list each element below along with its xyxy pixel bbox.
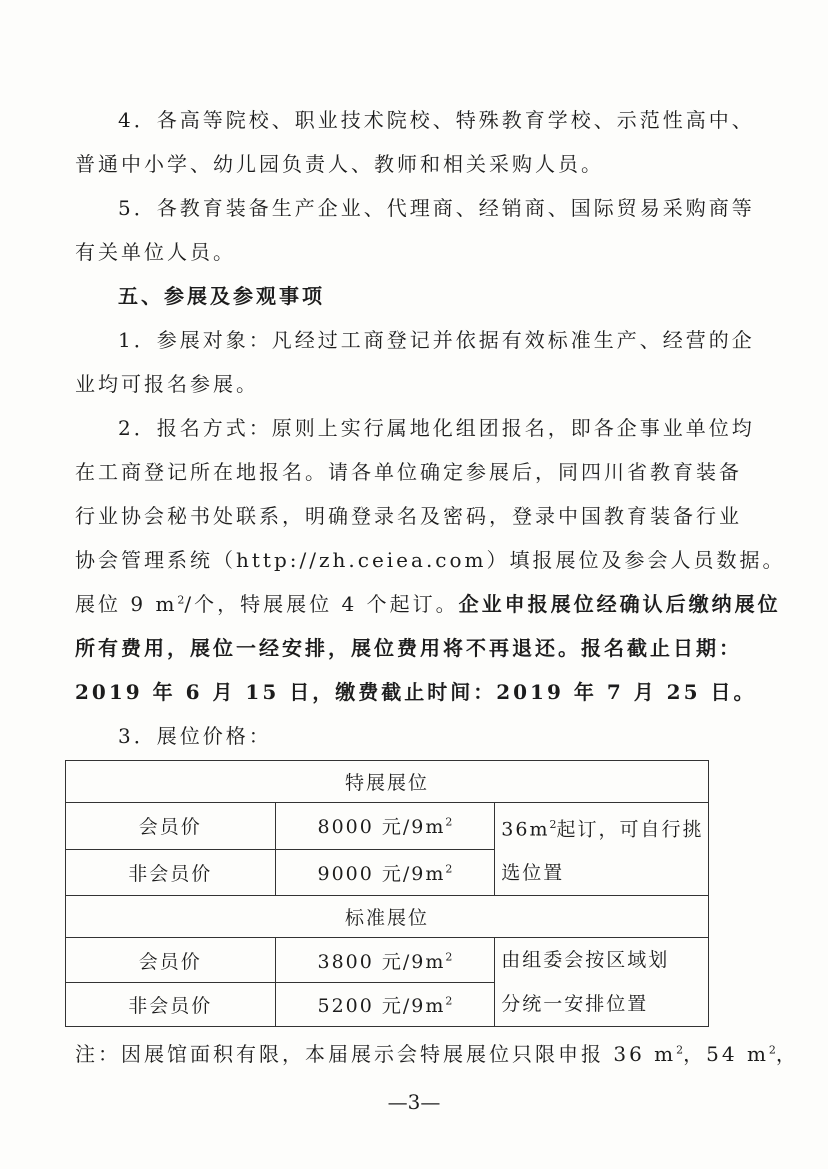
standard-booth-title: 标准展位 <box>66 896 709 938</box>
bold-line: 2019 年 6 月 15 日，缴费截止时间：2019 年 7 月 25 日。 <box>75 680 757 704</box>
special-booth-title: 特展展位 <box>66 761 709 803</box>
standard-booth-note: 由组委会按区域划 分统一安排位置 <box>495 938 709 1027</box>
paragraph-line: 2．报名方式：原则上实行属地化组团报名，即各企事业单位均 <box>118 416 755 440</box>
price-table <box>65 760 709 1027</box>
member-label: 会员价 <box>66 938 276 983</box>
footnote: 注：因展馆面积有限，本届展示会特展展位只限申报 36 $m^2$，54 $m^2$， <box>75 1042 799 1066</box>
paragraph-line: 协会管理系统（http://zh.ceiea.com）填报展位及参会人员数据。 <box>75 548 786 572</box>
paragraph-line: 4．各高等院校、职业技术院校、特殊教育学校、示范性高中、 <box>118 108 755 132</box>
booth-size-line: 展位 9 $m^2/$个，特展展位 4 个起订。企业申报展位经确认后缴纳展位 <box>75 592 781 616</box>
member-label: 会员价 <box>66 803 276 850</box>
special-booth-note: $36m^2$起订，可自行挑 选位置 <box>495 803 709 896</box>
paragraph-line: 普通中小学、幼儿园负责人、教师和相关采购人员。 <box>75 152 604 176</box>
standard-member-price: 3800 元$/9m^2$ <box>275 938 495 983</box>
section-heading: 五、参展及参观事项 <box>118 284 325 308</box>
paragraph-line: 在工商登记所在地报名。请各单位确定参展后，同四川省教育装备 <box>75 460 742 484</box>
nonmember-label: 非会员价 <box>66 982 276 1027</box>
page-number: —3— <box>387 1090 441 1114</box>
standard-nonmember-price: 5200 元$/9m^2$ <box>275 982 495 1027</box>
paragraph-line: 业均可报名参展。 <box>75 372 259 396</box>
paragraph-line: 1．参展对象：凡经过工商登记并依据有效标准生产、经营的企 <box>118 328 755 352</box>
table-row <box>66 803 709 850</box>
bold-line: 所有费用，展位一经安排，展位费用将不再退还。报名截止日期： <box>75 636 742 660</box>
special-member-price: 8000 元$/9m^2$ <box>275 803 495 850</box>
paragraph-line: 5．各教育装备生产企业、代理商、经销商、国际贸易采购商等 <box>118 196 755 220</box>
table-row <box>66 761 709 803</box>
price-heading: 3．展位价格： <box>118 724 272 748</box>
table-row <box>66 896 709 938</box>
table-row <box>66 938 709 983</box>
nonmember-label: 非会员价 <box>66 849 276 896</box>
special-nonmember-price: 9000 元$/9m^2$ <box>275 849 495 896</box>
paragraph-line: 行业协会秘书处联系，明确登录名及密码，登录中国教育装备行业 <box>75 504 742 528</box>
paragraph-line: 有关单位人员。 <box>75 240 236 264</box>
